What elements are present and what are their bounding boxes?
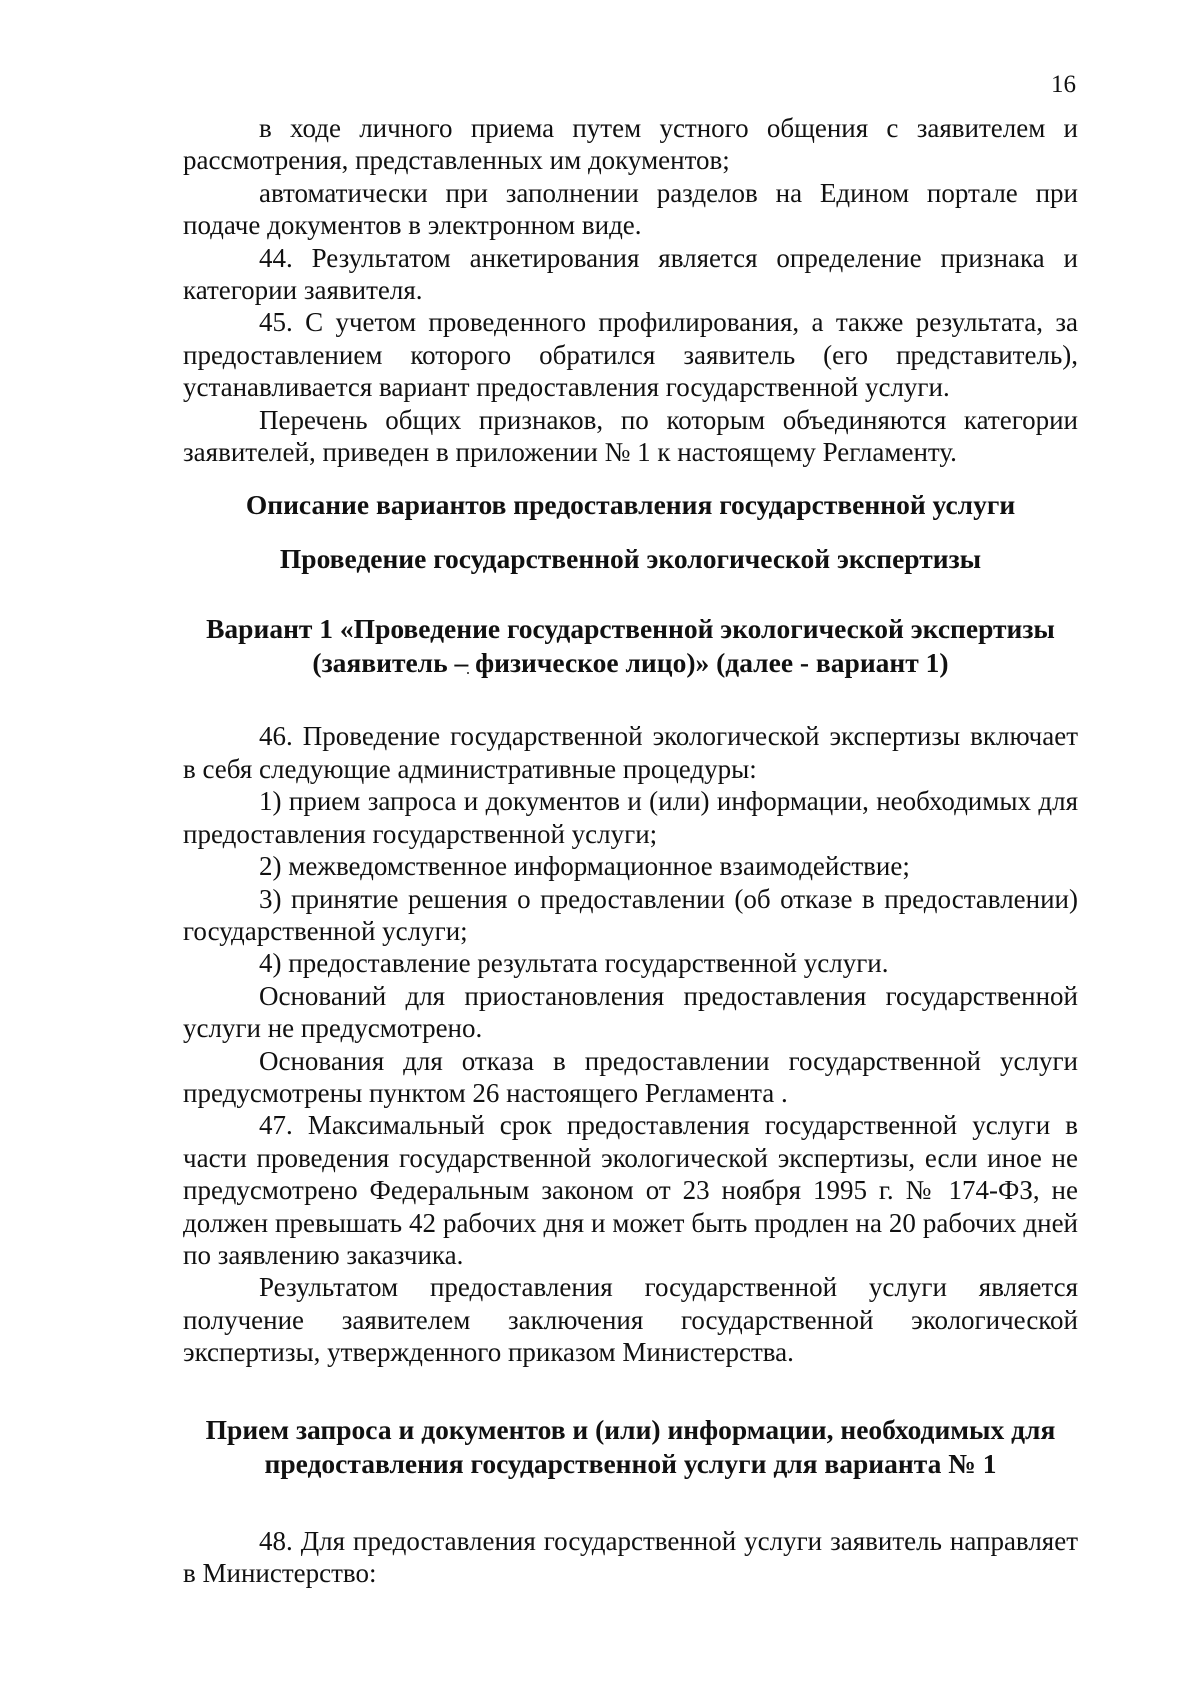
paragraph: Перечень общих признаков, по которым объединяются категории заявителей, приведен в приложении № 1 к настоящему Регламенту. <box>183 404 1078 468</box>
paragraph: автоматически при заполнении разделов на Едином портале при подаче документов в электронном виде. <box>183 177 1078 241</box>
paragraph: Основания для отказа в предоставлении государственной услуги предусмотрены пунктом 26 настоящего Регламента . <box>183 1045 1078 1108</box>
paragraph: 45. С учетом проведенного профилирования, а также результата, за предоставлением которого обратился заявитель (его представитель), устанавливается вариант предоставления государственной услуги. <box>183 307 1078 403</box>
paragraph: 44. Результатом анкетирования является определение признака и категории заявителя. <box>183 242 1078 306</box>
list-item: 2) межведомственное информационное взаимодействие; <box>259 851 910 882</box>
document-body <box>183 112 1078 1589</box>
reception-section <box>183 1525 1078 1590</box>
list-item: 4) предоставление результата государственной услуги. <box>259 948 889 979</box>
paragraph: Оснований для приостановления предоставления государственной услуги не предусмотрено. <box>183 980 1078 1044</box>
section-heading-expertise: Проведение государственной экологической экспертизы <box>279 543 982 575</box>
paragraph: 47. Максимальный срок предоставления государственной услуги в части проведения государственной экологической экспертизы, если иное не предусмотрено Федеральным законом от 23 ноября 1995 г. № 174-ФЗ, не должен превышать 42 рабочих дня и может быть продлен на 20 рабочих дней по заявлению заказчика. <box>183 1110 1078 1270</box>
section-heading-variants: Описание вариантов предоставления государственной услуги <box>245 489 1016 521</box>
variant-1-section <box>183 720 1078 1368</box>
paragraph: 46. Проведение государственной экологической экспертизы включает в себя следующие административные процедуры: <box>183 721 1078 784</box>
section-heading-variant-1: Вариант 1 «Проведение государственной экологической экспертизы (заявитель – физическое лицо)» (далее - вариант 1) <box>206 613 1055 679</box>
list-item: 3) принятие решения о предоставлении (об отказе в предоставлении) государственной услуги; <box>183 883 1078 946</box>
paragraph: 48. Для предоставления государственной услуги заявитель направляет в Министерство: <box>183 1525 1078 1588</box>
page-number: 16 <box>1051 71 1076 98</box>
paragraph: Результатом предоставления государственной услуги является получение заявителем заключения государственной экологической экспертизы, утвержденного приказом Министерства. <box>183 1272 1078 1368</box>
section-heading-reception: Прием запроса и документов и (или) информации, необходимых для предоставления государственной услуги для варианта № 1 <box>205 1413 1056 1479</box>
paragraph: в ходе личного приема путем устного общения с заявителем и рассмотрения, представленных им документов; <box>183 113 1078 176</box>
list-item: 1) прием запроса и документов и (или) информации, необходимых для предоставления государственной услуги; <box>183 786 1078 849</box>
